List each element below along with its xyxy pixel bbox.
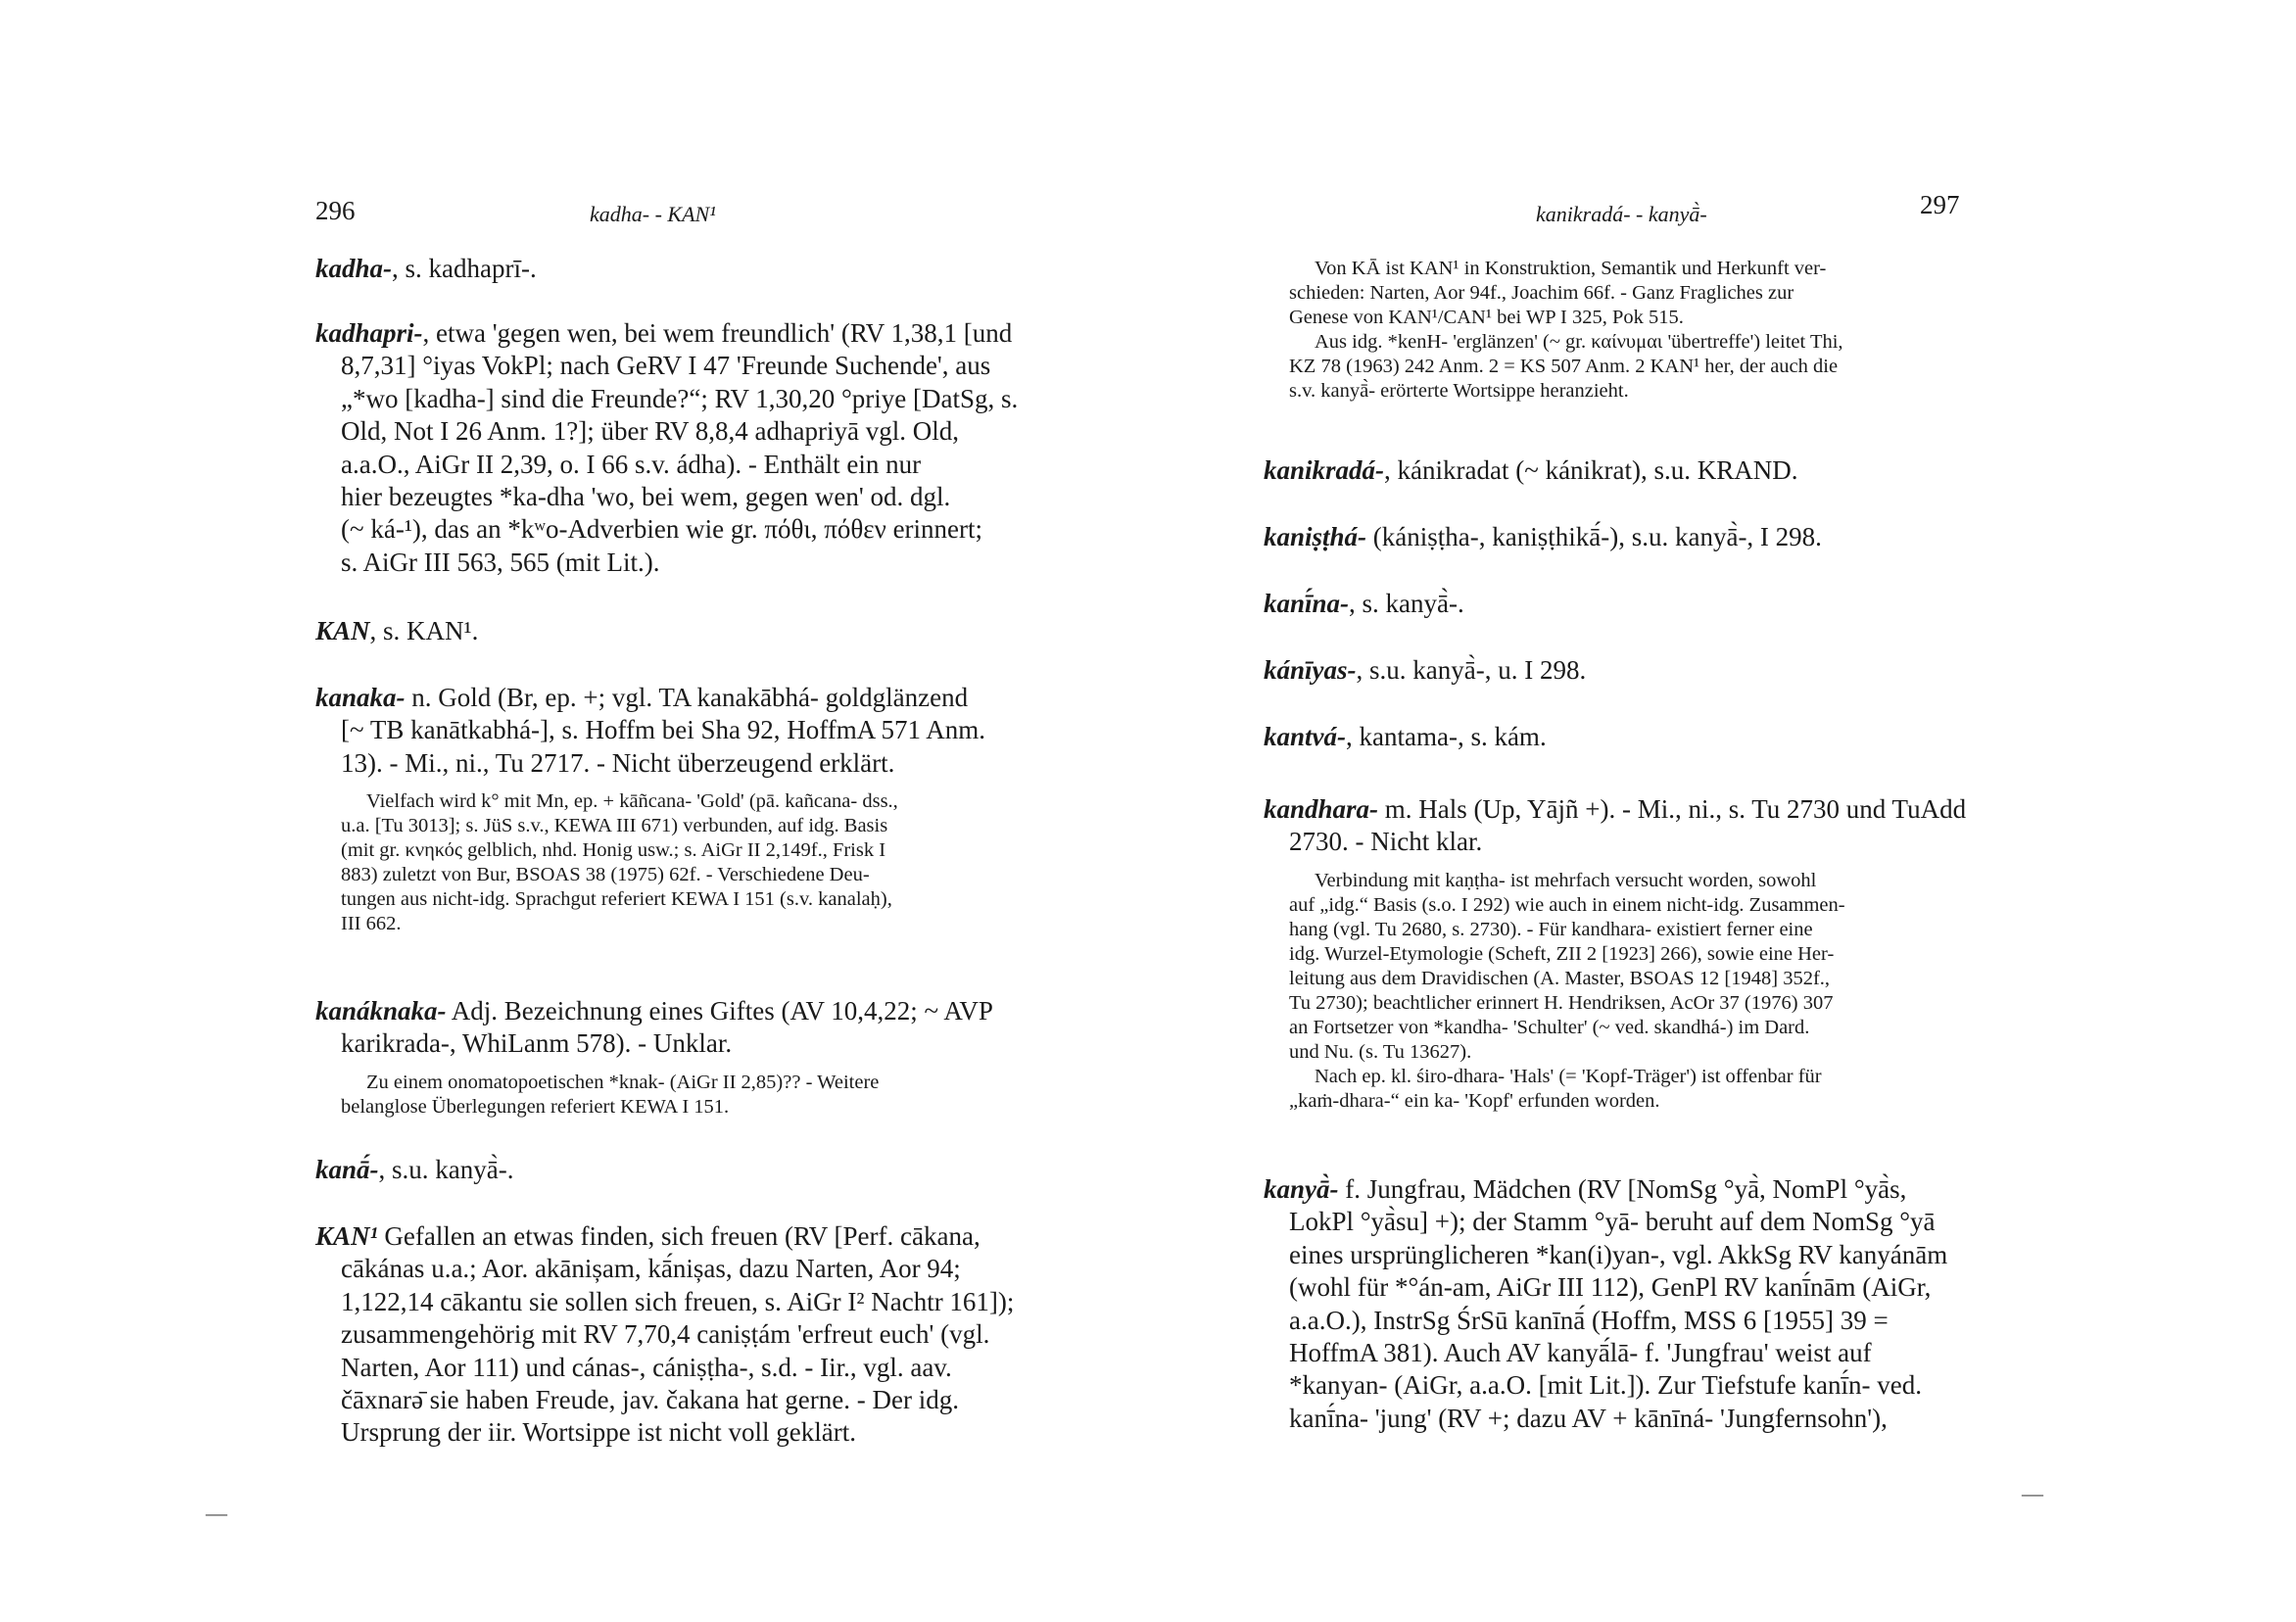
- headword: kanyā̀-: [1264, 1174, 1339, 1204]
- headword: KAN: [315, 616, 370, 645]
- note-line: leitung aus dem Dravidischen (A. Master, BSOAS 12 [1948] 352f.,: [1289, 967, 1831, 989]
- right-header: [1264, 190, 1969, 235]
- entry-line: Narten, Aor 111) und cánas-, cániṣṭha-, s.d. - Iir., vgl. aav.: [341, 1352, 952, 1382]
- note-line: hang (vgl. Tu 2680, s. 2730). - Für kandhara- existiert ferner eine: [1289, 918, 1813, 940]
- entry: [1264, 793, 1969, 1114]
- entry: [315, 317, 1021, 579]
- entry-line: LokPl °yā̀su] +); der Stamm °yā- beruht auf dem NomSg °yā: [1289, 1207, 1936, 1237]
- note-line: auf „idg.“ Basis (s.o. I 292) wie auch in einem nicht-idg. Zusammen-: [1289, 893, 1845, 916]
- entry-line: 2730. - Nicht klar.: [1289, 827, 1483, 857]
- note-line: tungen aus nicht-idg. Sprachgut referiert KEWA I 151 (s.v. kanalaḥ),: [341, 888, 892, 911]
- entry-text: , s. KAN¹.: [369, 616, 479, 645]
- headword: kánīyas-: [1264, 655, 1357, 685]
- entry-line: HoffmA 381). Auch AV kanyā́lā- f. 'Jungfrau' weist auf: [1289, 1338, 1872, 1368]
- entry-line: a.a.O.), InstrSg ŚrSū kanīnā́ (Hoffm, MSS 6 [1955] 39 =: [1289, 1305, 1889, 1335]
- intro-note: [1264, 257, 1969, 404]
- entry-line: [~ TB kanātkabhá-], s. Hoffm bei Sha 92, HoffmA 571 Anm.: [341, 715, 986, 745]
- note-line: Aus idg. *kenH- 'erglänzen' (~ gr. καίνυμαι 'übertreffe') leitet Thi,: [1315, 331, 1843, 353]
- entry-line: (wohl für *°án-am, AiGr III 112), GenPl RV kanī́nām (AiGr,: [1289, 1272, 1932, 1303]
- note-line: Genese von KAN¹/CAN¹ bei WP I 325, Pok 515.: [1289, 307, 1684, 328]
- entry: [1264, 721, 1969, 753]
- right-page-number: 297: [1920, 190, 1960, 219]
- headword: kanáknaka-: [315, 996, 447, 1026]
- note-line: belanglose Überlegungen referiert KEWA I 151.: [341, 1095, 730, 1118]
- note-line: (mit gr. κνηκός gelblich, nhd. Honig usw.; s. AiGr II 2,149f., Frisk I: [341, 839, 886, 862]
- scan-mark: —: [2022, 1481, 2043, 1505]
- entry-text: Adj. Bezeichnung eines Giftes (AV 10,4,22; ~ AVP: [446, 996, 993, 1026]
- left-page-number: 296: [315, 196, 356, 225]
- headword: kadhapri-: [315, 318, 423, 348]
- entry-line: Old, Not I 26 Anm. 1?]; über RV 8,8,4 adhapriyā vgl. Old,: [341, 416, 960, 447]
- entry: [1264, 454, 1969, 487]
- entry-text: n. Gold (Br, ep. +; vgl. TA kanakābhá- goldglänzend: [405, 683, 969, 712]
- headword: kantvá-: [1264, 722, 1346, 751]
- note-line: s.v. kanyā̀- erörterte Wortsippe heranzieht.: [1289, 380, 1629, 402]
- note-line: und Nu. (s. Tu 13627).: [1289, 1040, 1472, 1063]
- note-line: u.a. [Tu 3013]; s. JüS s.v., KEWA III 671) verbunden, auf idg. Basis: [341, 815, 888, 837]
- left-running-title: kadha- - KAN¹: [590, 202, 716, 226]
- note-line: KZ 78 (1963) 242 Anm. 2 = KS 507 Anm. 2 KAN¹ her, der auch die: [1289, 356, 1839, 377]
- note-line: III 662.: [341, 913, 402, 935]
- entry-text: , etwa 'gegen wen, bei wem freundlich' (RV 1,38,1 [und: [422, 318, 1013, 348]
- headword: kanaka-: [315, 683, 406, 712]
- entry-line: Ursprung der iir. Wortsippe ist nicht voll geklärt.: [341, 1417, 856, 1448]
- headword: kanā́-: [315, 1155, 379, 1184]
- entry-text: , s. kanyā̀-.: [1349, 589, 1464, 618]
- entry: [315, 615, 1021, 647]
- entry-line: kanī́na- 'jung' (RV +; dazu AV + kānīná- 'Jungfernsohn'),: [1289, 1403, 1888, 1433]
- entry-line: cākánas u.a.; Aor. akānișam, kā́nișas, dazu Narten, Aor 94;: [341, 1254, 961, 1284]
- entry-line: „*wo [kadha-] sind die Freunde?“; RV 1,30,20 °priye [DatSg, s.: [341, 383, 1019, 413]
- headword: kanikradá-: [1264, 455, 1385, 485]
- left-header: [315, 196, 1021, 235]
- entry: [315, 1154, 1021, 1186]
- entry-line: s. AiGr III 563, 565 (mit Lit.).: [341, 547, 660, 577]
- note-line: schieden: Narten, Aor 94f., Joachim 66f. - Ganz Fragliches zur: [1289, 282, 1794, 304]
- note-line: idg. Wurzel-Etymologie (Scheft, ZII 2 [1923] 266), sowie eine Her-: [1289, 942, 1835, 965]
- note-line: 883) zuletzt von Bur, BSOAS 38 (1975) 62f. - Verschiedene Deu-: [341, 864, 870, 886]
- entry-line: čāxnarə̄ sie haben Freude, jav. čakana hat gerne. - Der idg.: [341, 1385, 959, 1415]
- entry: [315, 682, 1021, 936]
- entry: [1264, 521, 1969, 553]
- entry-line: 8,7,31] °iyas VokPl; nach GeRV I 47 'Freunde Suchende', aus: [341, 351, 991, 381]
- entry: [1264, 1173, 1969, 1435]
- headword: kadha-: [315, 254, 393, 283]
- note-line: Vielfach wird k° mit Mn, ep. + kāñcana- 'Gold' (pā. kañcana- dss.,: [366, 790, 898, 813]
- entry-line: hier bezeugtes *ka-dha 'wo, bei wem, gegen wen' od. dgl.: [341, 482, 951, 512]
- entry-line: karikrada-, WhiLanm 578). - Unklar.: [341, 1028, 733, 1059]
- note-line: Nach ep. kl. śiro-dhara- 'Hals' (= 'Kopf-Träger') ist offenbar für: [1315, 1065, 1822, 1087]
- entry-line: a.a.O., AiGr II 2,39, o. I 66 s.v. ádha). - Enthält ein nur: [341, 449, 922, 479]
- entry: [315, 253, 1021, 285]
- note-line: an Fortsetzer von *kandha- 'Schulter' (~ ved. skandhá-) im Dard.: [1289, 1016, 1810, 1038]
- entry-line: (~ ká-¹), das an *kʷo-Adverbien wie gr. πόθι, πόθεν erinnert;: [341, 514, 983, 545]
- note-line: „kaṁ-dhara-“ ein ka- 'Kopf' erfunden worden.: [1289, 1089, 1660, 1112]
- entry-text: , s.u. kanyā̀-, u. I 298.: [1356, 655, 1587, 685]
- entry: [1264, 588, 1969, 620]
- entry-line: zusammengehörig mit RV 7,70,4 caniṣṭám 'erfreut euch' (vgl.: [341, 1319, 990, 1350]
- entry-line: *kanyan- (AiGr, a.a.O. [mit Lit.]). Zur Tiefstufe kanī́n- ved.: [1289, 1370, 1923, 1401]
- headword: kandhara-: [1264, 794, 1379, 824]
- entry-line: 13). - Mi., ni., Tu 2717. - Nicht überzeugend erklärt.: [341, 747, 895, 778]
- headword: kanī́na-: [1264, 589, 1350, 618]
- entry: [1264, 654, 1969, 687]
- note-line: Zu einem onomatopoetischen *knak- (AiGr II 2,85)?? - Weitere: [366, 1071, 880, 1093]
- entry-text: f. Jungfrau, Mädchen (RV [NomSg °yā̀, NomPl °yā̀s,: [1338, 1174, 1907, 1204]
- note-line: Verbindung mit kaṇṭha- ist mehrfach versucht worden, sowohl: [1315, 869, 1817, 891]
- note-line: Tu 2730); beachtlicher erinnert H. Hendriksen, AcOr 37 (1976) 307: [1289, 991, 1834, 1014]
- note-line: Von KĀ ist KAN¹ in Konstruktion, Semantik und Herkunft ver-: [1315, 258, 1827, 279]
- entry-line: eines ursprünglicheren *kan(i)yan-, vgl. AkkSg RV kanyánām: [1289, 1239, 1948, 1269]
- entry-text: m. Hals (Up, Yājñ +). - Mi., ni., s. Tu 2730 und TuAdd: [1378, 794, 1967, 824]
- headword: kaniṣṭhá-: [1264, 522, 1367, 551]
- entry-text: , s. kadhaprī-.: [392, 254, 537, 283]
- entry: [315, 1220, 1021, 1450]
- entry-text: (kániṣṭha-, kaniṣṭhikā́-), s.u. kanyā̀-, I 298.: [1366, 522, 1822, 551]
- entry-text: , kánikradat (~ kánikrat), s.u. KRAND.: [1384, 455, 1798, 485]
- entry-text: , kantama-, s. kám.: [1346, 722, 1547, 751]
- entry: [315, 995, 1021, 1120]
- headword: KAN¹: [315, 1221, 378, 1251]
- entry-text: , s.u. kanyā̀-.: [378, 1155, 514, 1184]
- scan-mark: —: [206, 1501, 227, 1525]
- right-running-title: kanikradá- - kanyā̀-: [1536, 202, 1707, 226]
- entry-text: Gefallen an etwas finden, sich freuen (RV [Perf. cākana,: [377, 1221, 981, 1251]
- entry-line: 1,122,14 cākantu sie sollen sich freuen, s. AiGr I² Nachtr 161]);: [341, 1286, 1015, 1316]
